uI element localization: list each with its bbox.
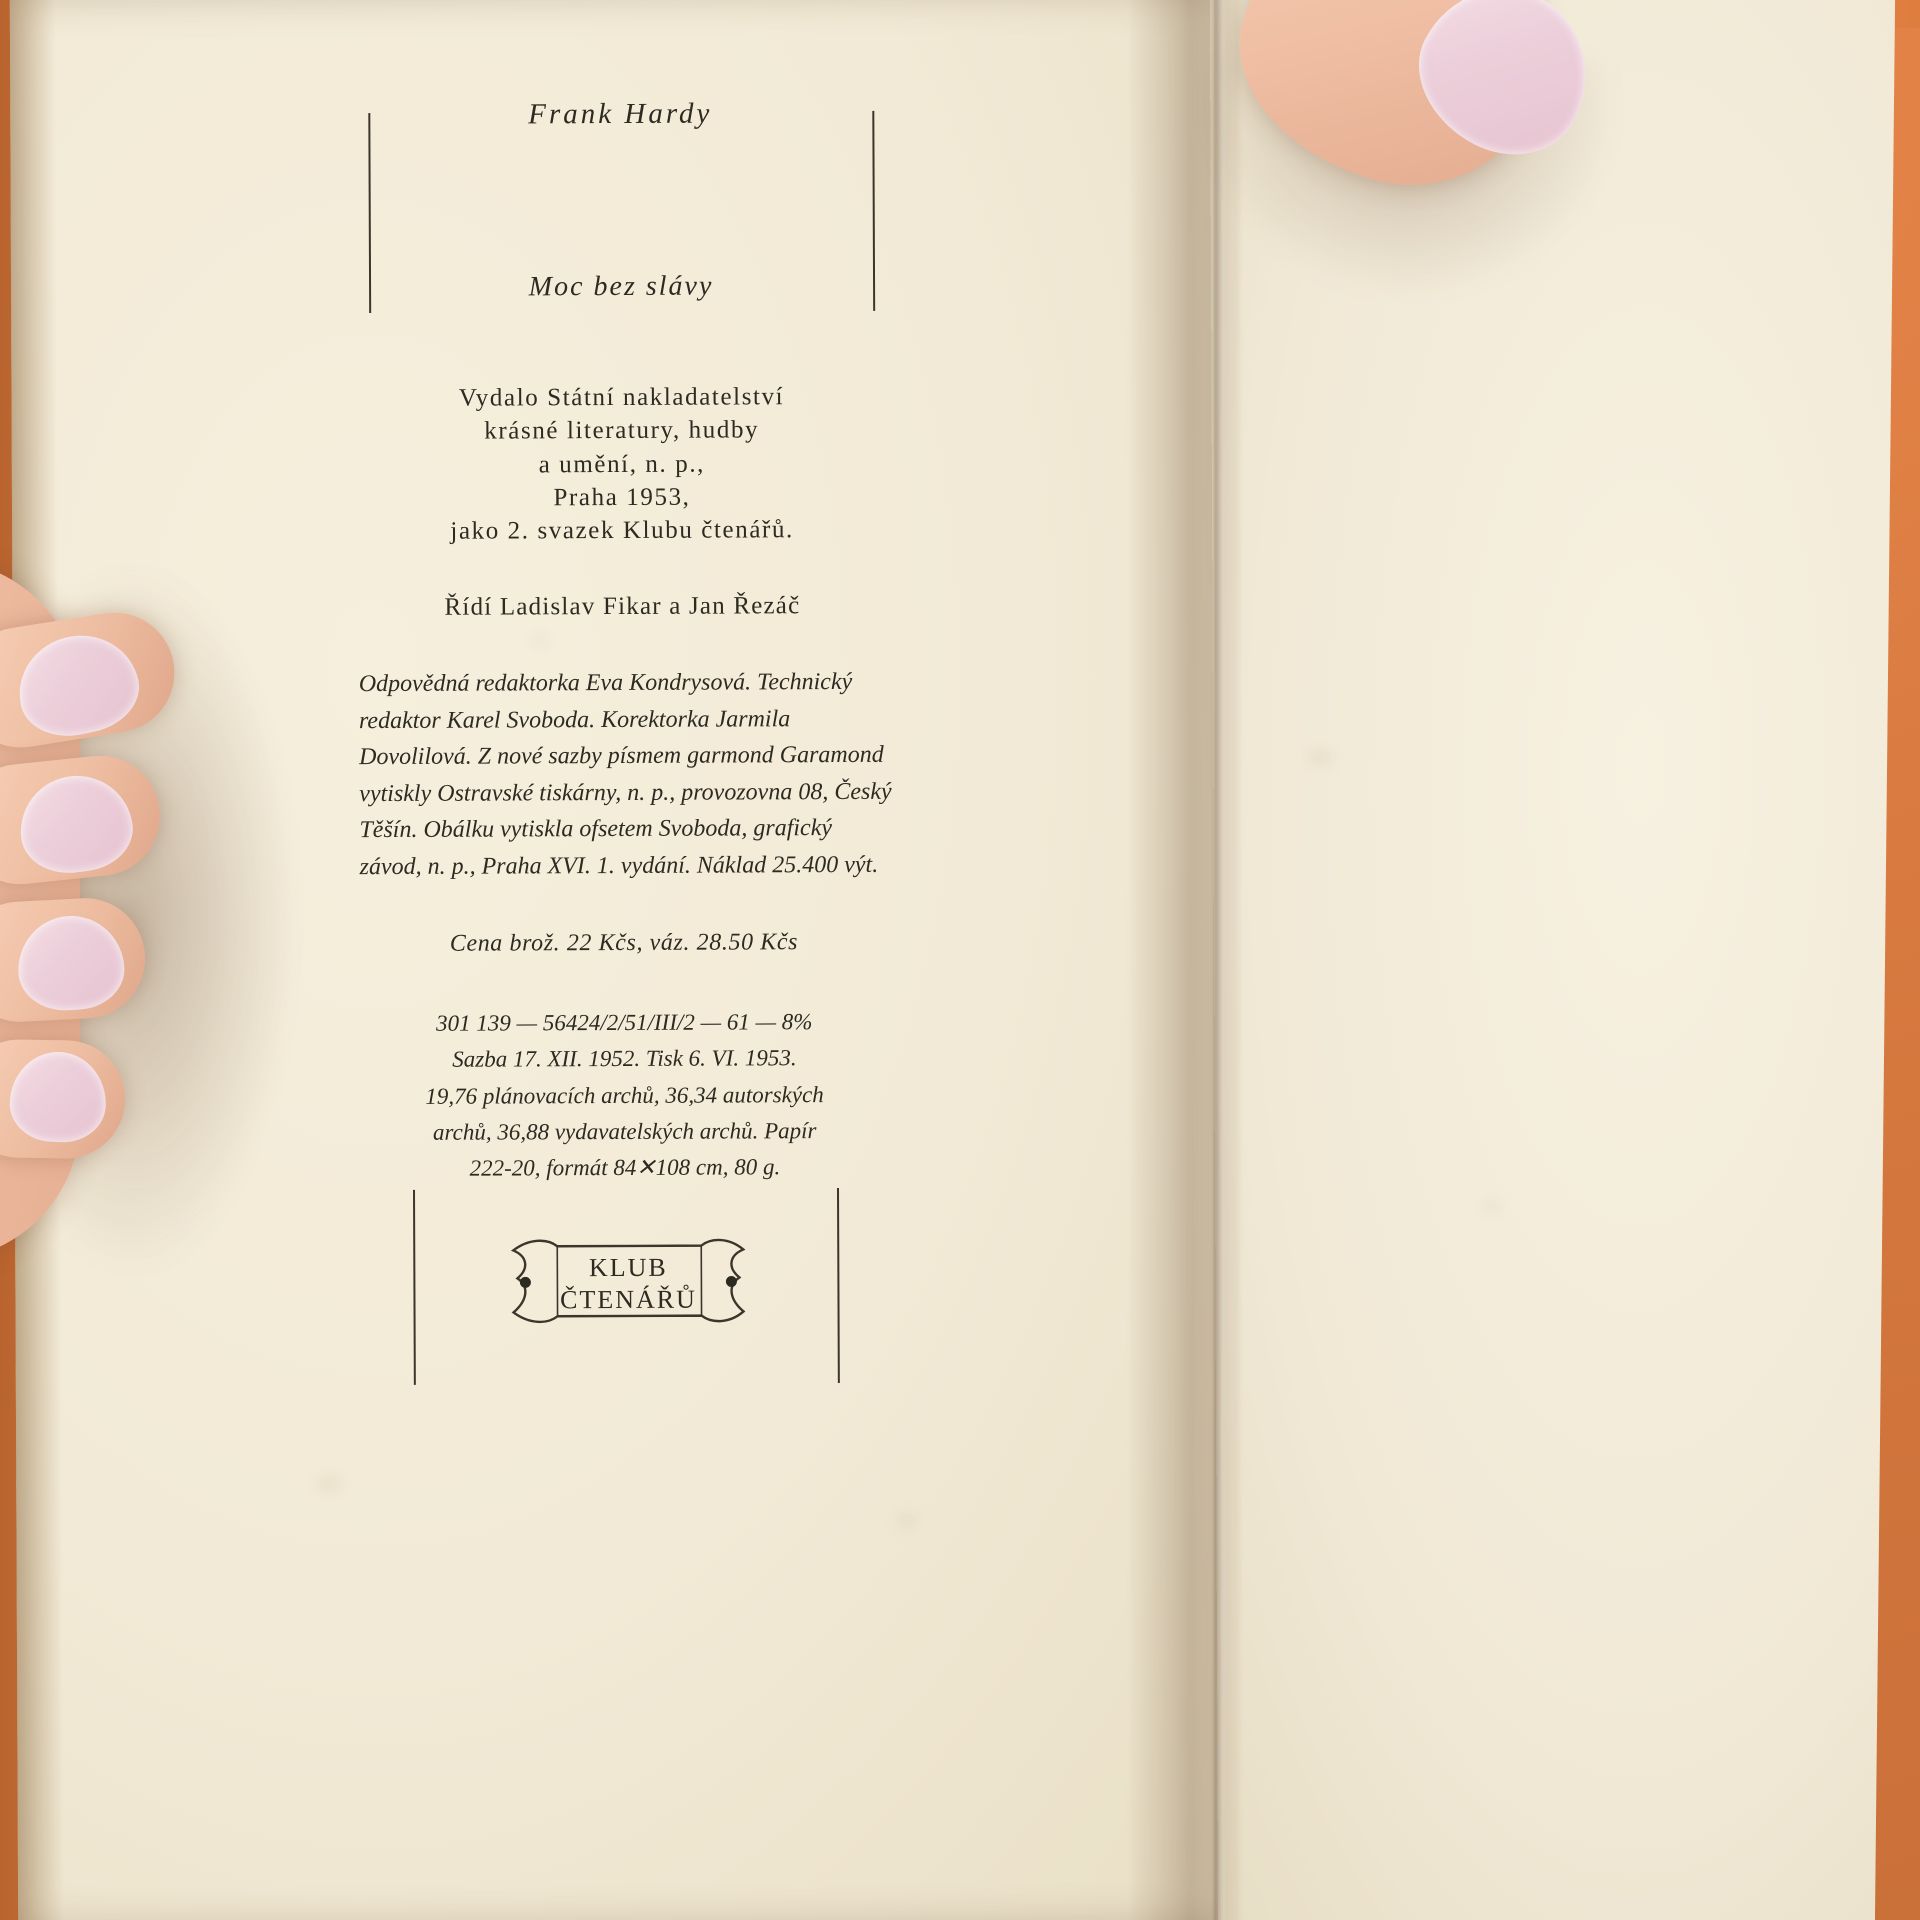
production-credits: Odpovědná redaktorka Eva Kondrysová. Technický redaktor Karel Svoboda. Korektorka Jarmila Dovolilová. Z nové sazby písmem garmond Garamond vytiskly Ostravské tiskárny, n. p., provozovna 08, Český Těšín. Obálku vytiskla ofsetem Svoboda, grafický závod, n. p., Praha XVI. 1. vydání. Náklad 25.400 výt. xyxy=(358,669,892,880)
paper-blemish xyxy=(896,1513,916,1529)
technical-data xyxy=(344,1004,905,1188)
paper-blemish xyxy=(1307,748,1333,768)
decorative-rule-right-top xyxy=(872,111,875,311)
technical-line: Sazba 17. XII. 1952. Tisk 6. VI. 1953. xyxy=(452,1045,797,1073)
price-line: Cena brož. 22 Kčs, váz. 28.50 Kčs xyxy=(449,929,799,957)
technical-line: 301 139 — 56424/2/51/III/2 — 61 — 8% xyxy=(436,1009,813,1036)
technical-line: 19,76 plánovacích archů, 36,34 autorských xyxy=(425,1081,824,1109)
publisher-line: Praha 1953, xyxy=(553,483,691,512)
publisher-line: krásné literatury, hudby xyxy=(484,416,760,445)
paper-blemish xyxy=(1482,1199,1500,1213)
svg-text:ČTENÁŘŮ: ČTENÁŘŮ xyxy=(560,1284,697,1315)
book-title: Moc bez slávy xyxy=(528,270,714,303)
technical-line: 222-20, formát 84✕108 cm, 80 g. xyxy=(469,1154,781,1182)
publisher-imprint xyxy=(341,380,902,549)
publisher-line: Vydalo Státní nakladatelství xyxy=(458,383,785,412)
decorative-rule-right-bottom xyxy=(837,1188,840,1383)
emblem-banner-icon xyxy=(495,1223,761,1342)
decorative-rule-left-bottom xyxy=(413,1190,416,1385)
book-author: Frank Hardy xyxy=(528,97,713,131)
svg-text:KLUB: KLUB xyxy=(588,1252,668,1283)
colophon-block xyxy=(340,83,905,1315)
technical-line: archů, 36,88 vydavatelských archů. Papír xyxy=(432,1118,817,1145)
publisher-line: jako 2. svazek Klubu čtenářů. xyxy=(450,516,794,545)
klub-ctenaru-emblem xyxy=(495,1223,761,1342)
paper-blemish xyxy=(316,1475,342,1493)
series-editors: Řídí Ladislav Fikar a Jan Řezáč xyxy=(444,592,801,621)
decorative-rule-left-top xyxy=(368,113,371,313)
publisher-line: a umění, n. p., xyxy=(538,450,706,478)
